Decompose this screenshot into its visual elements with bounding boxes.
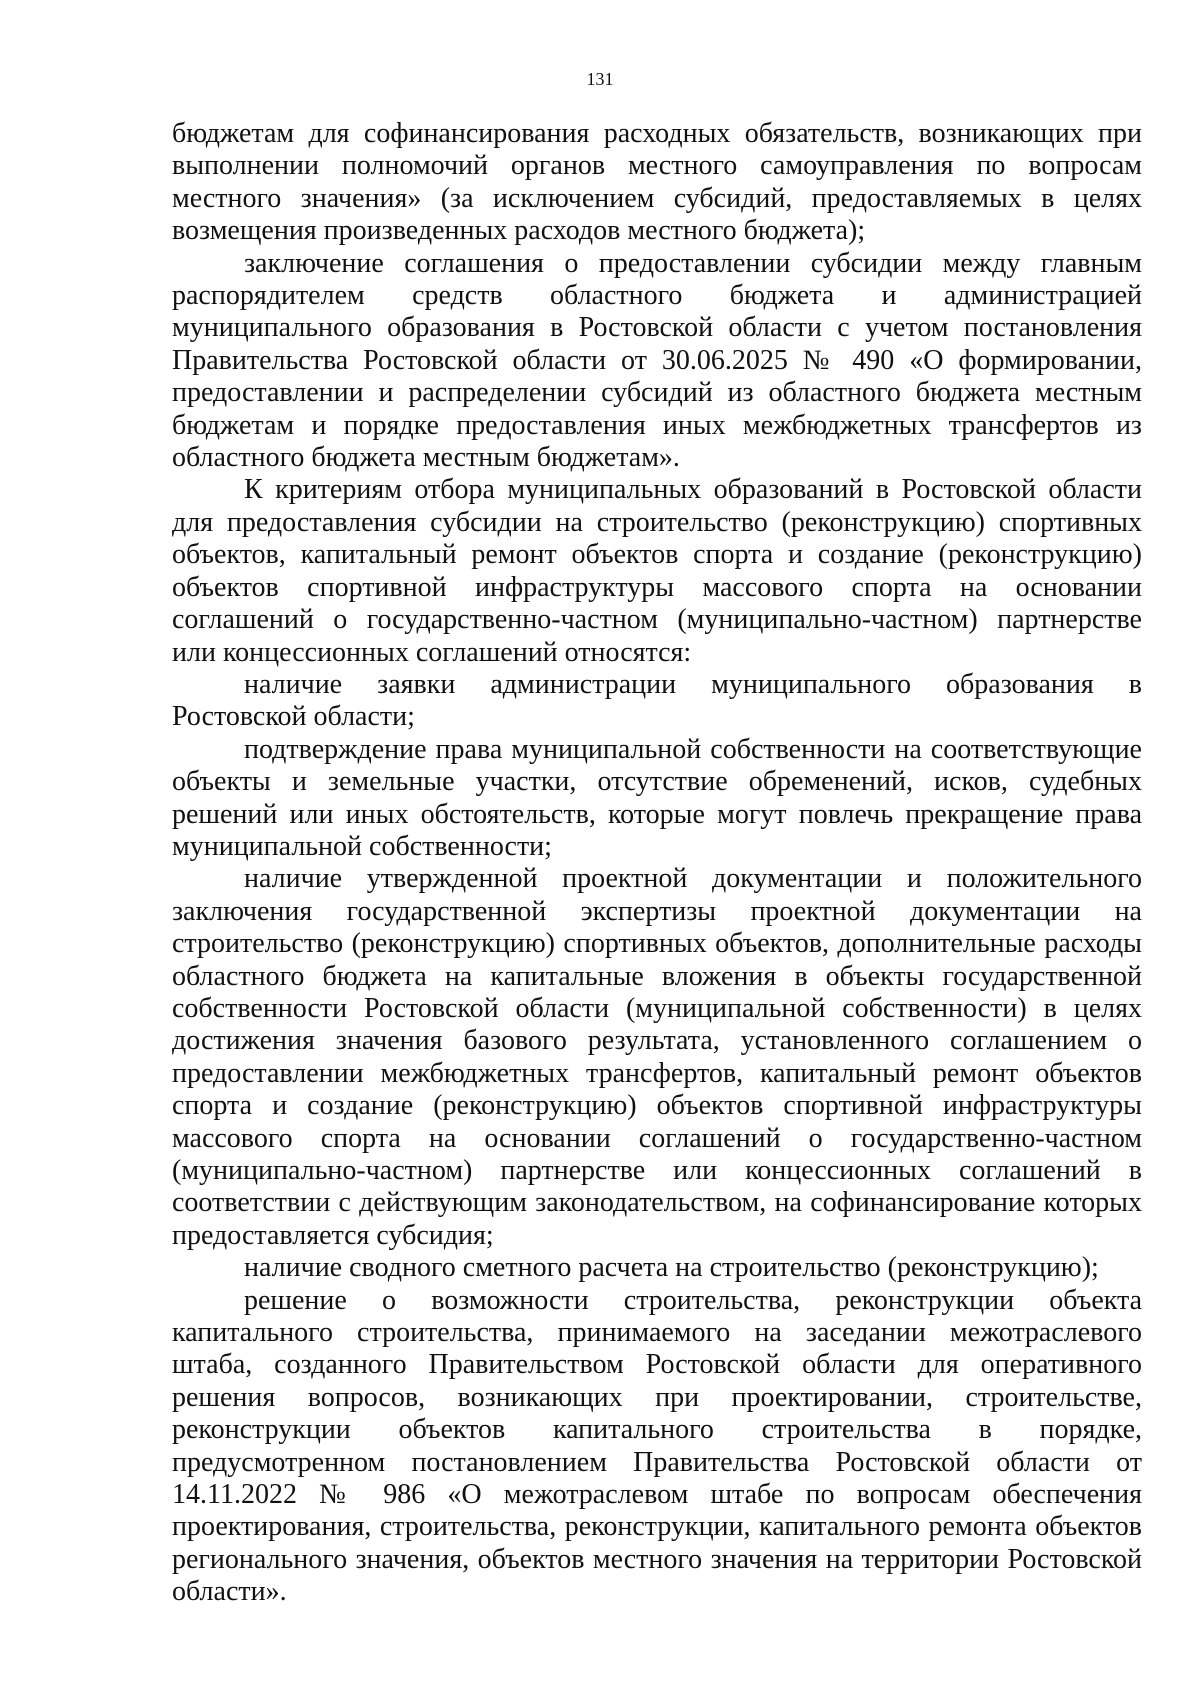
paragraph-project-documentation: наличие утвержденной проектной документации и положительного заключения государственной экспертизы проектной документации на строительство (реконструкцию) спортивных объектов, дополнительные расходы областного бюджета на капитальные вложения в объекты государственной собственности Ростовской области (муниципальной собственности) в целях достижения значения базового результата, установленного соглашением о предоставлении межбюджетных трансфертов, капитальный ремонт объектов спорта и создание (реконструкцию) объектов спортивной инфраструктуры массового спорта на основании соглашений о государственно-частном (муниципально-частном) партнерстве или концессионных соглашений в соответствии с действующим законодательством, на софинансирование которых предоставляется субсидия; [172,863,1142,1251]
paragraph-agreement: заключение соглашения о предоставлении субсидии между главным распорядителем средств областного бюджета и администрацией муниципального образования в Ростовской области с учетом постановления Правительства Ростовской области от 30.06.2025 № 490 «О формировании, предоставлении и распределении субсидий из областного бюджета местным бюджетам и порядке предоставления иных межбюджетных трансфертов из областного бюджета местным бюджетам». [172,247,1142,474]
paragraph-selection-criteria: К критериям отбора муниципальных образований в Ростовской области для предоставления субсидии на строительство (реконструкцию) спортивных объектов, капитальный ремонт объектов спорта и создание (реконструкцию) объектов спортивной инфраструктуры массового спорта на основании соглашений о государственно-частном (муниципально-частном) партнерстве или концессионных соглашений относятся: [172,474,1142,668]
paragraph-headquarters-decision: решение о возможности строительства, реконструкции объекта капитального строительства, принимаемого на заседании межотраслевого штаба, созданного Правительством Ростовской области для оперативного решения вопросов, возникающих при проектировании, строительстве, реконструкции объектов капитального строительства в порядке, предусмотренном постановлением Правительства Ростовской области от 14.11.2022 № 986 «О межотраслевом штабе по вопросам обеспечения проектирования, строительства, реконструкции, капитального ремонта объектов регионального значения, объектов местного значения на территории Ростовской области». [172,1284,1142,1608]
paragraph-ownership: подтверждение права муниципальной собственности на соответствующие объекты и земельные участки, отсутствие обременений, исков, судебных решений или иных обстоятельств, которые могут повлечь прекращение права муниципальной собственности; [172,733,1142,862]
page-number: 131 [586,69,614,89]
paragraph-continuation: бюджетам для софинансирования расходных обязательств, возникающих при выполнении полномочий органов местного самоуправления по вопросам местного значения» (за исключением субсидий, предоставляемых в целях возмещения произведенных расходов местного бюджета); [172,118,1142,247]
document-body [172,118,1142,1609]
paragraph-application: наличие заявки администрации муниципального образования в Ростовской области; [172,668,1142,733]
paragraph-cost-estimate: наличие сводного сметного расчета на строительство (реконструкцию); [244,1252,1099,1284]
